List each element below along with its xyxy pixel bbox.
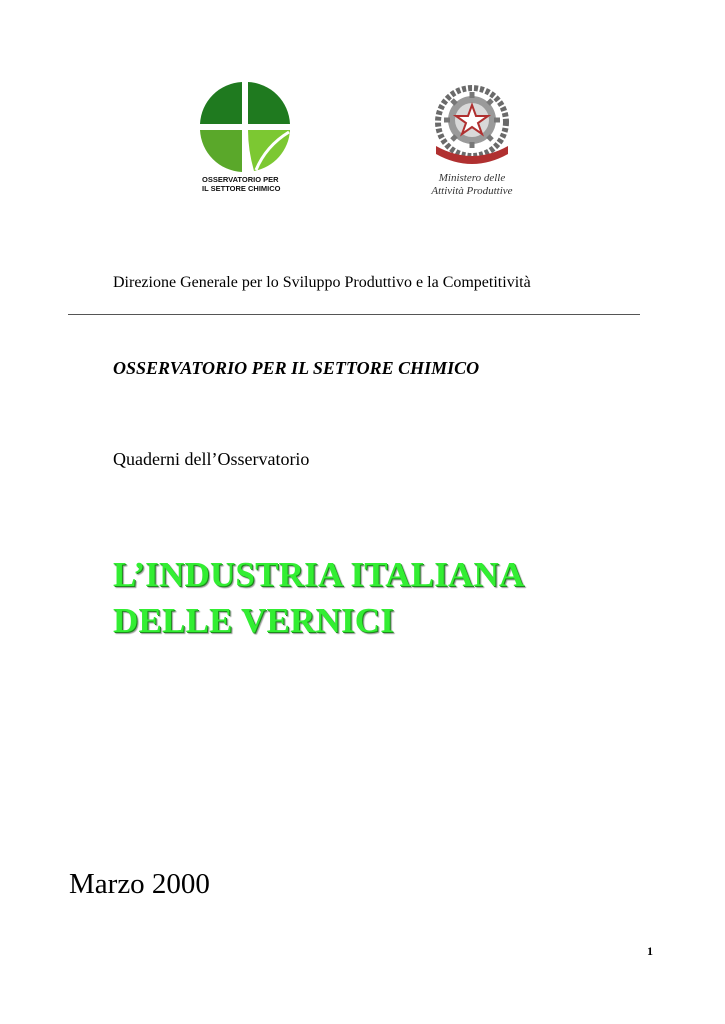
observatory-heading: OSSERVATORIO PER IL SETTORE CHIMICO (113, 358, 480, 378)
department-heading: Direzione Generale per lo Sviluppo Produttivo e la Competitività (113, 274, 531, 291)
osservatorio-caption-line-1: OSSERVATORIO PER (202, 175, 279, 184)
header-divider (68, 314, 640, 315)
osservatorio-caption-line-2: IL SETTORE CHIMICO (202, 184, 281, 193)
italian-republic-emblem-icon (416, 84, 528, 168)
ministero-caption-line-2: Attività Produttive (431, 185, 513, 197)
ministero-logo (416, 84, 528, 198)
publication-date: Marzo 2000 (69, 868, 210, 900)
main-title-line-1: L’INDUSTRIA ITALIANA (113, 555, 525, 594)
series-label: Quaderni dell’Osservatorio (113, 449, 310, 469)
green-quartered-circle-icon (196, 80, 296, 172)
main-title-line-2: DELLE VERNICI (113, 601, 395, 640)
ministero-caption-line-1: Ministero delle (438, 172, 506, 184)
osservatorio-logo (196, 80, 296, 198)
page-number: 1 (647, 944, 653, 958)
